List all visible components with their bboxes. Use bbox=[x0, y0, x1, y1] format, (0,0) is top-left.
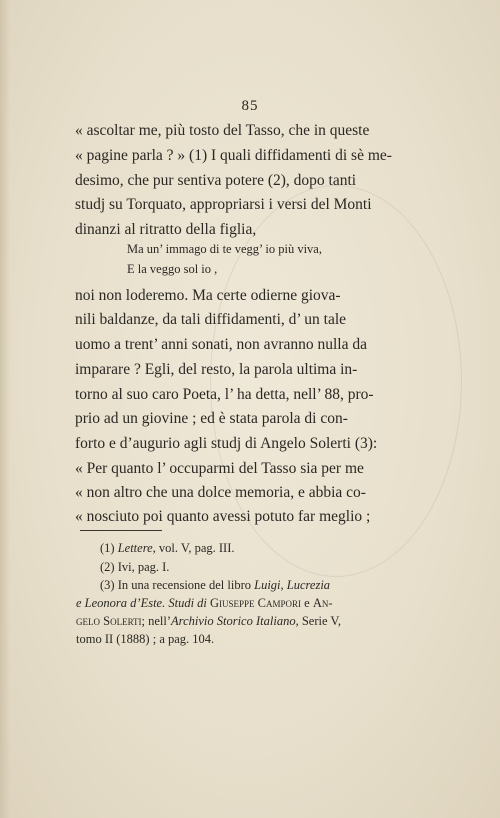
footnote-rule bbox=[80, 530, 162, 531]
footnote-book-title: Luigi, Lucrezia bbox=[254, 578, 331, 592]
footnote-text: tomo II (1888) ; a pag. 104. bbox=[76, 632, 215, 646]
footnote-text: In una recensione del libro bbox=[117, 578, 251, 592]
footnote-3-line-4 bbox=[76, 632, 214, 647]
text-line: « non altro che una dolce memoria, e abbia co- bbox=[75, 484, 366, 501]
footnote-text: e bbox=[304, 596, 310, 610]
footnote-author: gelo Solerti bbox=[76, 614, 142, 628]
footnote-number: (2) bbox=[100, 560, 115, 574]
footnote-book-title: e Leonora d’Este. Studi di bbox=[76, 596, 207, 610]
footnote-3-line-3 bbox=[76, 614, 341, 629]
text-line: « Per quanto l’ occuparmi del Tasso sia per me bbox=[75, 460, 364, 477]
footnote-2 bbox=[100, 560, 169, 575]
verse-line: E la veggo sol io , bbox=[127, 262, 218, 276]
text-line: dinanzi al ritratto della figlia, bbox=[75, 221, 257, 238]
text-line: desimo, che pur sentiva potere (2), dopo tanti bbox=[75, 172, 357, 189]
footnote-author: Giuseppe Campori bbox=[210, 596, 302, 610]
footnote-author: An- bbox=[312, 596, 333, 610]
footnote-1 bbox=[100, 541, 234, 556]
text-line: « ascoltar me, più tosto del Tasso, che in queste bbox=[75, 122, 370, 139]
text-line: « nosciuto poi quanto avessi potuto far meglio ; bbox=[75, 508, 371, 525]
page-edge-shadow bbox=[0, 0, 10, 818]
footnote-number: (3) bbox=[100, 578, 115, 592]
text-line: nili baldanze, da tali diffidamenti, d’ un tale bbox=[75, 311, 347, 328]
text-line: torno al suo caro Poeta, l’ ha detta, nell’ 88, pro- bbox=[75, 386, 374, 403]
footnote-text: , vol. V, pag. III. bbox=[152, 541, 235, 555]
verse-line: Ma un’ immago di te vegg’ io più viva, bbox=[127, 242, 322, 256]
text-line: noi non loderemo. Ma certe odierne giova- bbox=[75, 287, 341, 304]
footnote-journal: Archivio Storico Italiano, bbox=[171, 614, 299, 628]
text-line: uomo a trent’ anni sonati, non avranno nulla da bbox=[75, 336, 367, 353]
footnote-3-line-2 bbox=[76, 596, 333, 611]
text-line: imparare ? Egli, del resto, la parola ultima in- bbox=[75, 361, 358, 378]
text-line: studj su Torquato, appropriarsi i versi del Monti bbox=[75, 196, 372, 213]
text-line: « pagine parla ? » (1) I quali diffidamenti di sè me- bbox=[75, 147, 392, 164]
footnote-number: (1) bbox=[100, 541, 115, 555]
footnote-work-title: Lettere bbox=[117, 541, 153, 555]
footnote-text: Ivi, pag. I. bbox=[117, 560, 170, 574]
footnote-3-line-1 bbox=[100, 578, 330, 593]
footnote-text: ; nell’ bbox=[141, 614, 172, 628]
text-line: forto e d’augurio agli studj di Angelo Solerti (3): bbox=[75, 435, 378, 452]
page-number: 85 bbox=[241, 98, 259, 114]
text-line: prio ad un giovine ; ed è stata parola di con- bbox=[75, 410, 348, 427]
footnote-text: Serie V, bbox=[301, 614, 341, 628]
